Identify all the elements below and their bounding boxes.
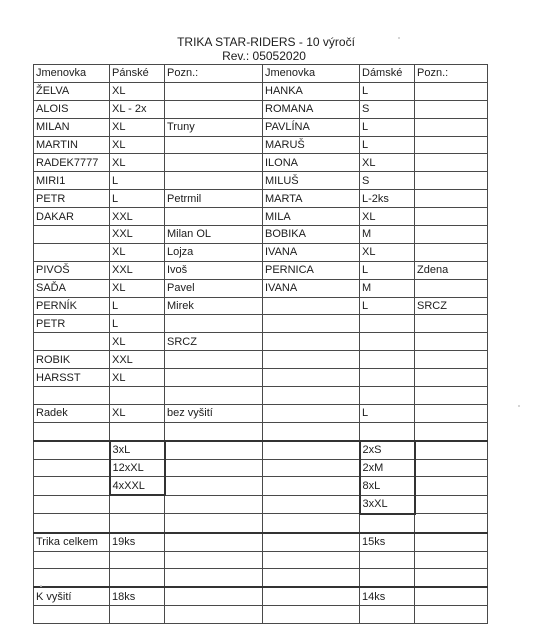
women-note-cell	[415, 551, 488, 569]
women-name-cell: MILA	[263, 208, 360, 226]
women-note-cell	[415, 404, 488, 422]
women-note-cell	[415, 533, 488, 551]
women-name-cell	[263, 422, 360, 440]
men-note-cell	[165, 154, 263, 172]
women-note-cell	[415, 154, 488, 172]
women-name-cell	[263, 333, 360, 351]
women-name-cell: PAVLÍNA	[263, 118, 360, 136]
scan-speck	[40, 585, 42, 587]
women-size-cell: 8xL	[360, 477, 415, 495]
table-row	[34, 190, 488, 208]
men-note-cell	[165, 136, 263, 154]
table-row	[34, 351, 488, 369]
women-name-cell: ILONA	[263, 154, 360, 172]
men-note-cell	[165, 441, 263, 459]
table-row	[34, 243, 488, 261]
men-note-cell	[165, 208, 263, 226]
women-name-cell: HANKA	[263, 82, 360, 100]
women-name-cell: IVANA	[263, 243, 360, 261]
men-note-cell	[165, 569, 263, 587]
women-name-cell: MARUŠ	[263, 136, 360, 154]
women-note-cell	[415, 422, 488, 440]
men-name-cell: SAĎA	[34, 279, 110, 297]
women-size-cell	[360, 606, 415, 624]
document-title: TRIKA STAR-RIDERS - 10 výročí	[177, 35, 355, 49]
women-note-cell	[415, 315, 488, 333]
men-size-cell	[110, 514, 165, 533]
table-row	[34, 154, 488, 172]
header-men-note: Pozn.:	[165, 65, 263, 83]
men-size-cell: L	[110, 172, 165, 190]
women-size-cell	[360, 514, 415, 533]
men-note-cell	[165, 422, 263, 440]
women-note-cell	[415, 351, 488, 369]
men-note-cell: Petrmil	[165, 190, 263, 208]
table-row	[34, 533, 488, 551]
women-note-cell	[415, 172, 488, 190]
women-size-cell	[360, 551, 415, 569]
women-note-cell	[415, 333, 488, 351]
men-size-cell: 18ks	[110, 587, 165, 605]
table-row	[34, 333, 488, 351]
header-women-note: Pozn.:	[415, 65, 488, 83]
women-name-cell	[263, 441, 360, 459]
men-note-cell: Mirek	[165, 297, 263, 315]
men-size-cell	[110, 387, 165, 405]
women-name-cell	[263, 297, 360, 315]
women-note-cell	[415, 441, 488, 459]
women-note-cell	[415, 118, 488, 136]
women-note-cell	[415, 387, 488, 405]
men-size-cell: XL	[110, 136, 165, 154]
table-row	[34, 208, 488, 226]
women-name-cell: PERNICA	[263, 261, 360, 279]
women-size-cell: L	[360, 118, 415, 136]
women-name-cell	[263, 404, 360, 422]
men-name-cell	[34, 422, 110, 440]
tshirt-order-table	[33, 64, 488, 624]
men-name-cell: Trika celkem	[34, 533, 110, 551]
women-note-cell	[415, 495, 488, 513]
women-note-cell	[415, 279, 488, 297]
men-note-cell	[165, 533, 263, 551]
table-row	[34, 315, 488, 333]
table-row	[34, 551, 488, 569]
women-name-cell: MILUŠ	[263, 172, 360, 190]
men-size-cell: XXL	[110, 261, 165, 279]
men-name-cell: ROBIK	[34, 351, 110, 369]
women-size-cell	[360, 369, 415, 387]
men-size-cell: XL	[110, 404, 165, 422]
table-row	[34, 369, 488, 387]
women-note-cell	[415, 459, 488, 477]
men-note-cell: SRCZ	[165, 333, 263, 351]
women-note-cell	[415, 226, 488, 244]
women-name-cell	[263, 495, 360, 513]
men-size-cell	[110, 569, 165, 587]
women-size-cell: S	[360, 100, 415, 118]
men-name-cell	[34, 551, 110, 569]
women-name-cell	[263, 533, 360, 551]
table-row	[34, 422, 488, 440]
table-row	[34, 404, 488, 422]
men-size-cell: XL	[110, 154, 165, 172]
men-name-cell: MIRI1	[34, 172, 110, 190]
women-name-cell: IVANA	[263, 279, 360, 297]
men-size-cell: 3xL	[110, 441, 165, 459]
women-size-cell: S	[360, 172, 415, 190]
men-name-cell	[34, 441, 110, 459]
men-name-cell: RADEK7777	[34, 154, 110, 172]
men-size-cell: 4xXXL	[110, 477, 165, 495]
women-size-cell	[360, 333, 415, 351]
men-size-cell: XXL	[110, 208, 165, 226]
women-size-cell	[360, 422, 415, 440]
men-name-cell: Radek	[34, 404, 110, 422]
document-revision: Rev.: 05052020	[222, 49, 306, 63]
men-name-cell: PIVOŠ	[34, 261, 110, 279]
women-name-cell	[263, 477, 360, 495]
women-name-cell: ROMANA	[263, 100, 360, 118]
table-row	[34, 606, 488, 624]
men-name-cell: DAKAR	[34, 208, 110, 226]
women-size-cell: M	[360, 226, 415, 244]
header-men-name: Jmenovka	[34, 65, 110, 83]
men-note-cell	[165, 172, 263, 190]
men-note-cell: Pavel	[165, 279, 263, 297]
table-row	[34, 261, 488, 279]
men-note-cell: Truny	[165, 118, 263, 136]
table-row	[34, 279, 488, 297]
men-size-cell	[110, 606, 165, 624]
women-size-cell: L	[360, 82, 415, 100]
men-size-cell: 12xXL	[110, 459, 165, 477]
men-size-cell	[110, 551, 165, 569]
table-row	[34, 441, 488, 459]
men-name-cell	[34, 495, 110, 513]
header-men-size: Pánské	[110, 65, 165, 83]
men-note-cell	[165, 459, 263, 477]
table-row	[34, 477, 488, 495]
men-note-cell	[165, 514, 263, 533]
women-size-cell: 2xM	[360, 459, 415, 477]
scan-speck	[518, 405, 520, 407]
table-row	[34, 118, 488, 136]
men-size-cell: XL - 2x	[110, 100, 165, 118]
men-name-cell	[34, 514, 110, 533]
table-row	[34, 172, 488, 190]
women-note-cell	[415, 136, 488, 154]
women-name-cell	[263, 351, 360, 369]
women-size-cell: L	[360, 404, 415, 422]
men-note-cell	[165, 495, 263, 513]
women-size-cell: L-2ks	[360, 190, 415, 208]
women-size-cell: XL	[360, 243, 415, 261]
table-row	[34, 587, 488, 605]
women-note-cell	[415, 100, 488, 118]
men-note-cell: Ivoš	[165, 261, 263, 279]
men-note-cell	[165, 387, 263, 405]
men-name-cell	[34, 387, 110, 405]
women-name-cell	[263, 551, 360, 569]
men-size-cell: XXL	[110, 226, 165, 244]
men-note-cell	[165, 606, 263, 624]
men-note-cell	[165, 369, 263, 387]
scan-speck	[398, 37, 400, 39]
men-note-cell	[165, 477, 263, 495]
women-size-cell: XL	[360, 154, 415, 172]
men-name-cell: ŽELVA	[34, 82, 110, 100]
men-name-cell: MILAN	[34, 118, 110, 136]
women-size-cell: XL	[360, 208, 415, 226]
women-name-cell	[263, 514, 360, 533]
header-row	[34, 65, 488, 83]
men-name-cell: PERNÍK	[34, 297, 110, 315]
men-note-cell	[165, 351, 263, 369]
men-size-cell: XL	[110, 369, 165, 387]
men-note-cell	[165, 82, 263, 100]
women-size-cell: L	[360, 136, 415, 154]
women-name-cell	[263, 606, 360, 624]
men-size-cell: XL	[110, 333, 165, 351]
women-note-cell	[415, 514, 488, 533]
women-name-cell	[263, 315, 360, 333]
women-size-cell: 2xS	[360, 441, 415, 459]
table-row	[34, 387, 488, 405]
men-note-cell	[165, 100, 263, 118]
men-size-cell: XXL	[110, 351, 165, 369]
women-size-cell	[360, 387, 415, 405]
men-name-cell: K vyšití	[34, 587, 110, 605]
men-name-cell	[34, 243, 110, 261]
table-row	[34, 226, 488, 244]
men-size-cell: L	[110, 190, 165, 208]
women-note-cell	[415, 369, 488, 387]
men-name-cell	[34, 569, 110, 587]
men-note-cell	[165, 315, 263, 333]
men-note-cell: bez vyšití	[165, 404, 263, 422]
women-name-cell	[263, 569, 360, 587]
women-note-cell	[415, 82, 488, 100]
women-name-cell	[263, 369, 360, 387]
women-size-cell	[360, 351, 415, 369]
men-note-cell	[165, 551, 263, 569]
men-name-cell	[34, 226, 110, 244]
men-size-cell	[110, 495, 165, 513]
men-size-cell: XL	[110, 243, 165, 261]
table-row	[34, 495, 488, 513]
women-size-cell: M	[360, 279, 415, 297]
men-name-cell	[34, 477, 110, 495]
men-size-cell: XL	[110, 279, 165, 297]
women-name-cell	[263, 459, 360, 477]
women-note-cell	[415, 243, 488, 261]
men-name-cell	[34, 459, 110, 477]
men-name-cell: PETR	[34, 315, 110, 333]
women-size-cell: 15ks	[360, 533, 415, 551]
women-note-cell	[415, 606, 488, 624]
men-name-cell	[34, 606, 110, 624]
men-name-cell: HARSST	[34, 369, 110, 387]
table-row	[34, 514, 488, 533]
header-women-name: Jmenovka	[263, 65, 360, 83]
men-name-cell: PETR	[34, 190, 110, 208]
header-women-size: Dámské	[360, 65, 415, 83]
women-note-cell	[415, 587, 488, 605]
table-row	[34, 297, 488, 315]
women-note-cell: SRCZ	[415, 297, 488, 315]
women-size-cell: 14ks	[360, 587, 415, 605]
women-size-cell	[360, 569, 415, 587]
men-size-cell: 19ks	[110, 533, 165, 551]
men-note-cell	[165, 587, 263, 605]
men-size-cell: L	[110, 315, 165, 333]
women-name-cell	[263, 387, 360, 405]
women-note-cell: Zdena	[415, 261, 488, 279]
men-size-cell	[110, 422, 165, 440]
table-row	[34, 569, 488, 587]
women-name-cell	[263, 587, 360, 605]
women-name-cell: MARTA	[263, 190, 360, 208]
table-row	[34, 136, 488, 154]
men-name-cell: ALOIS	[34, 100, 110, 118]
men-size-cell: XL	[110, 118, 165, 136]
women-size-cell: L	[360, 297, 415, 315]
women-size-cell: 3xXL	[360, 495, 415, 513]
men-size-cell: XL	[110, 82, 165, 100]
women-name-cell: BOBIKA	[263, 226, 360, 244]
men-name-cell: MARTIN	[34, 136, 110, 154]
women-size-cell: L	[360, 261, 415, 279]
men-name-cell	[34, 333, 110, 351]
table-row	[34, 459, 488, 477]
men-size-cell: L	[110, 297, 165, 315]
women-size-cell	[360, 315, 415, 333]
men-note-cell: Lojza	[165, 243, 263, 261]
women-note-cell	[415, 208, 488, 226]
table-row	[34, 100, 488, 118]
women-note-cell	[415, 477, 488, 495]
women-note-cell	[415, 569, 488, 587]
men-note-cell: Milan OL	[165, 226, 263, 244]
table-row	[34, 82, 488, 100]
women-note-cell	[415, 190, 488, 208]
